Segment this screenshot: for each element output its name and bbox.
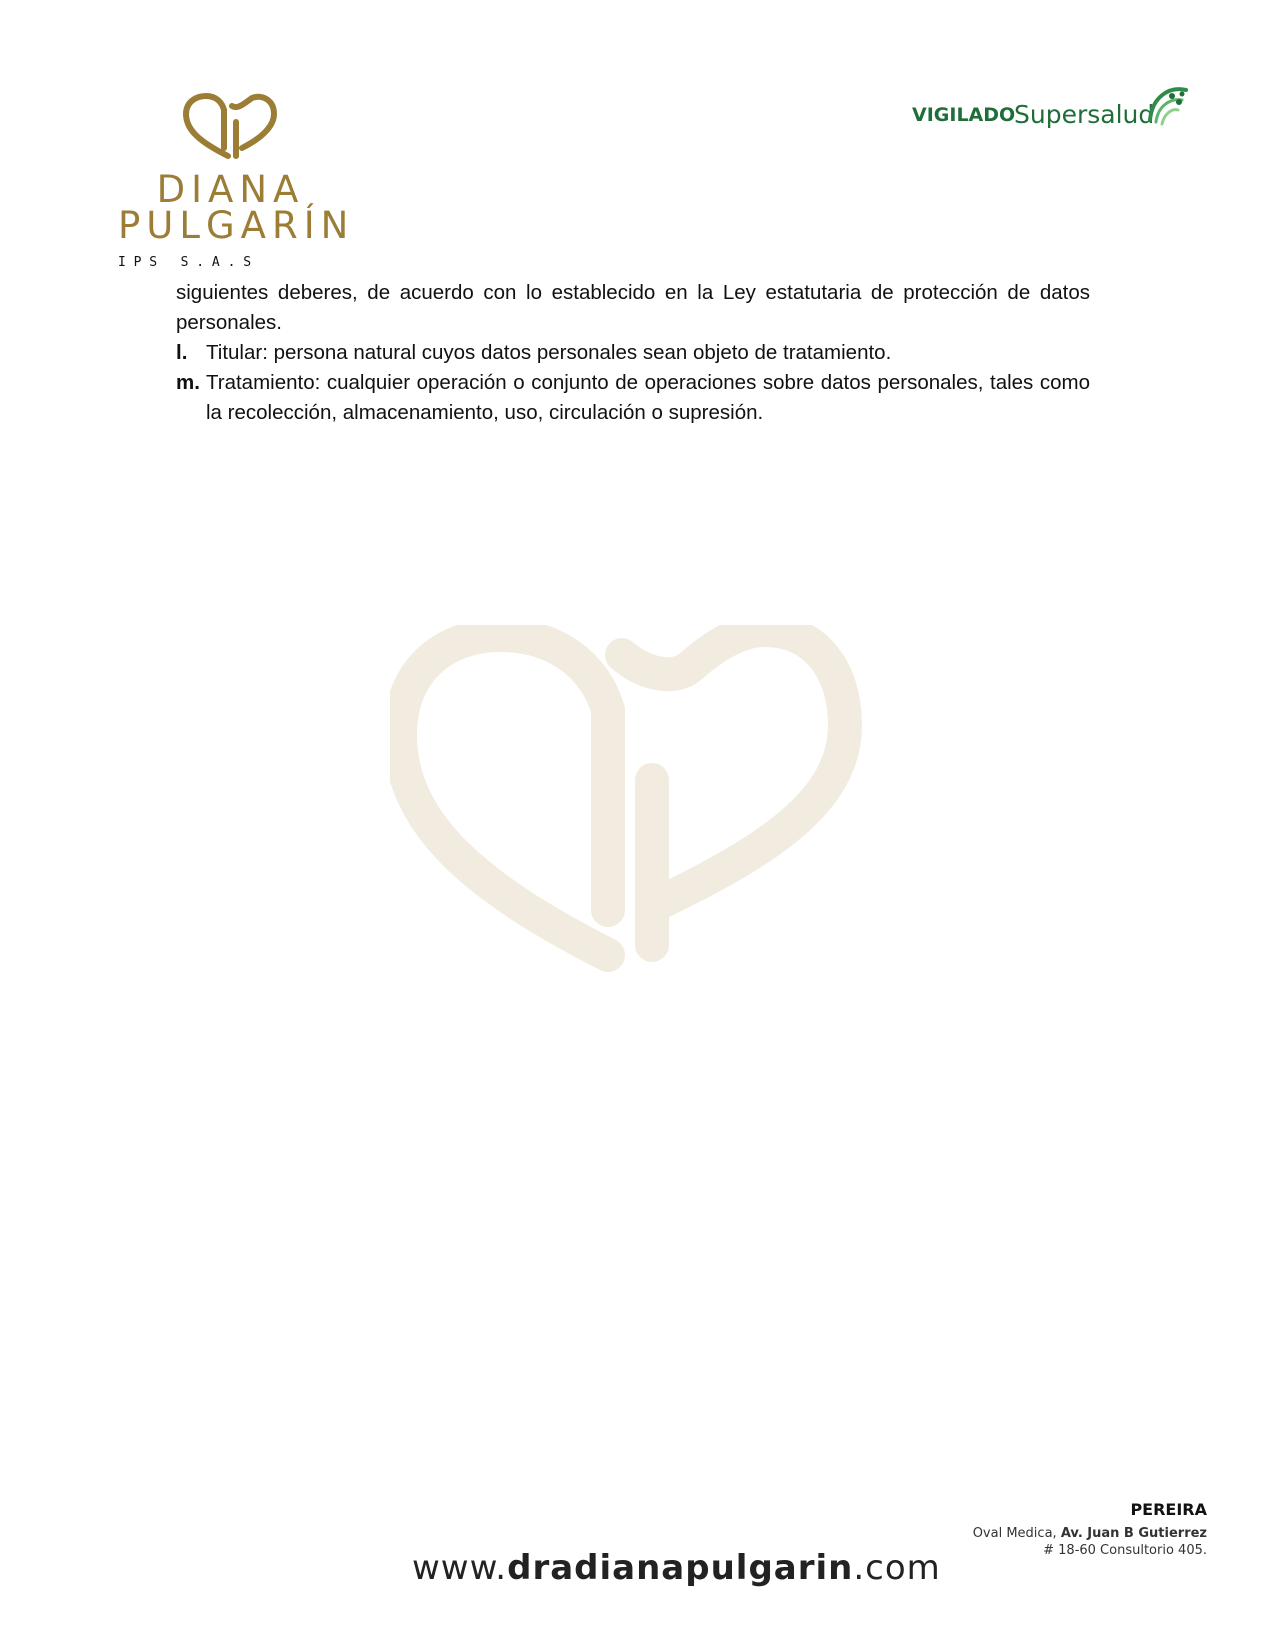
- document-body: [176, 278, 1090, 428]
- item-text: Tratamiento: cualquier operación o conjunto de operaciones sobre datos personales, tales como la recolección, almacenamiento, uso, circulación o supresión.: [206, 371, 1090, 424]
- url-suffix: .com: [853, 1548, 941, 1588]
- supersalud-label: Supersalud: [1014, 100, 1155, 129]
- address-street: Av. Juan B Gutierrez: [1060, 1526, 1207, 1541]
- heart-logo-icon: [180, 92, 278, 160]
- heart-watermark-icon: [390, 625, 870, 975]
- company-logo: [118, 92, 355, 277]
- brand-name-last: PULGARÍN: [118, 204, 355, 247]
- item-marker: m.: [176, 371, 200, 394]
- item-text: Titular: persona natural cuyos datos personales sean objeto de tratamiento.: [206, 341, 892, 364]
- brand-name-first: DIANA: [156, 168, 305, 211]
- url-prefix: www.: [412, 1548, 508, 1588]
- supersalud-badge: [912, 80, 1212, 135]
- address-line-2: # 18-60 Consultorio 405.: [1043, 1543, 1207, 1558]
- supersalud-emblem-icon: [1142, 80, 1192, 130]
- address-building: Oval Medica,: [972, 1526, 1057, 1541]
- item-marker: l.: [176, 341, 188, 364]
- paragraph-continuation: siguientes deberes, de acuerdo con lo establecido en la Ley estatutaria de protección de datos personales.: [176, 281, 1090, 334]
- brand-subtitle: I P S S . A . S: [118, 255, 252, 270]
- city-name: PEREIRA: [1130, 1500, 1207, 1519]
- website-url[interactable]: [412, 1548, 941, 1588]
- definition-item-l: [176, 338, 1090, 368]
- definition-item-m: [176, 368, 1090, 428]
- url-domain: dradianapulgarin: [507, 1548, 854, 1588]
- vigilado-label: VIGILADO: [912, 104, 1016, 126]
- address-line-1: [887, 1525, 1207, 1542]
